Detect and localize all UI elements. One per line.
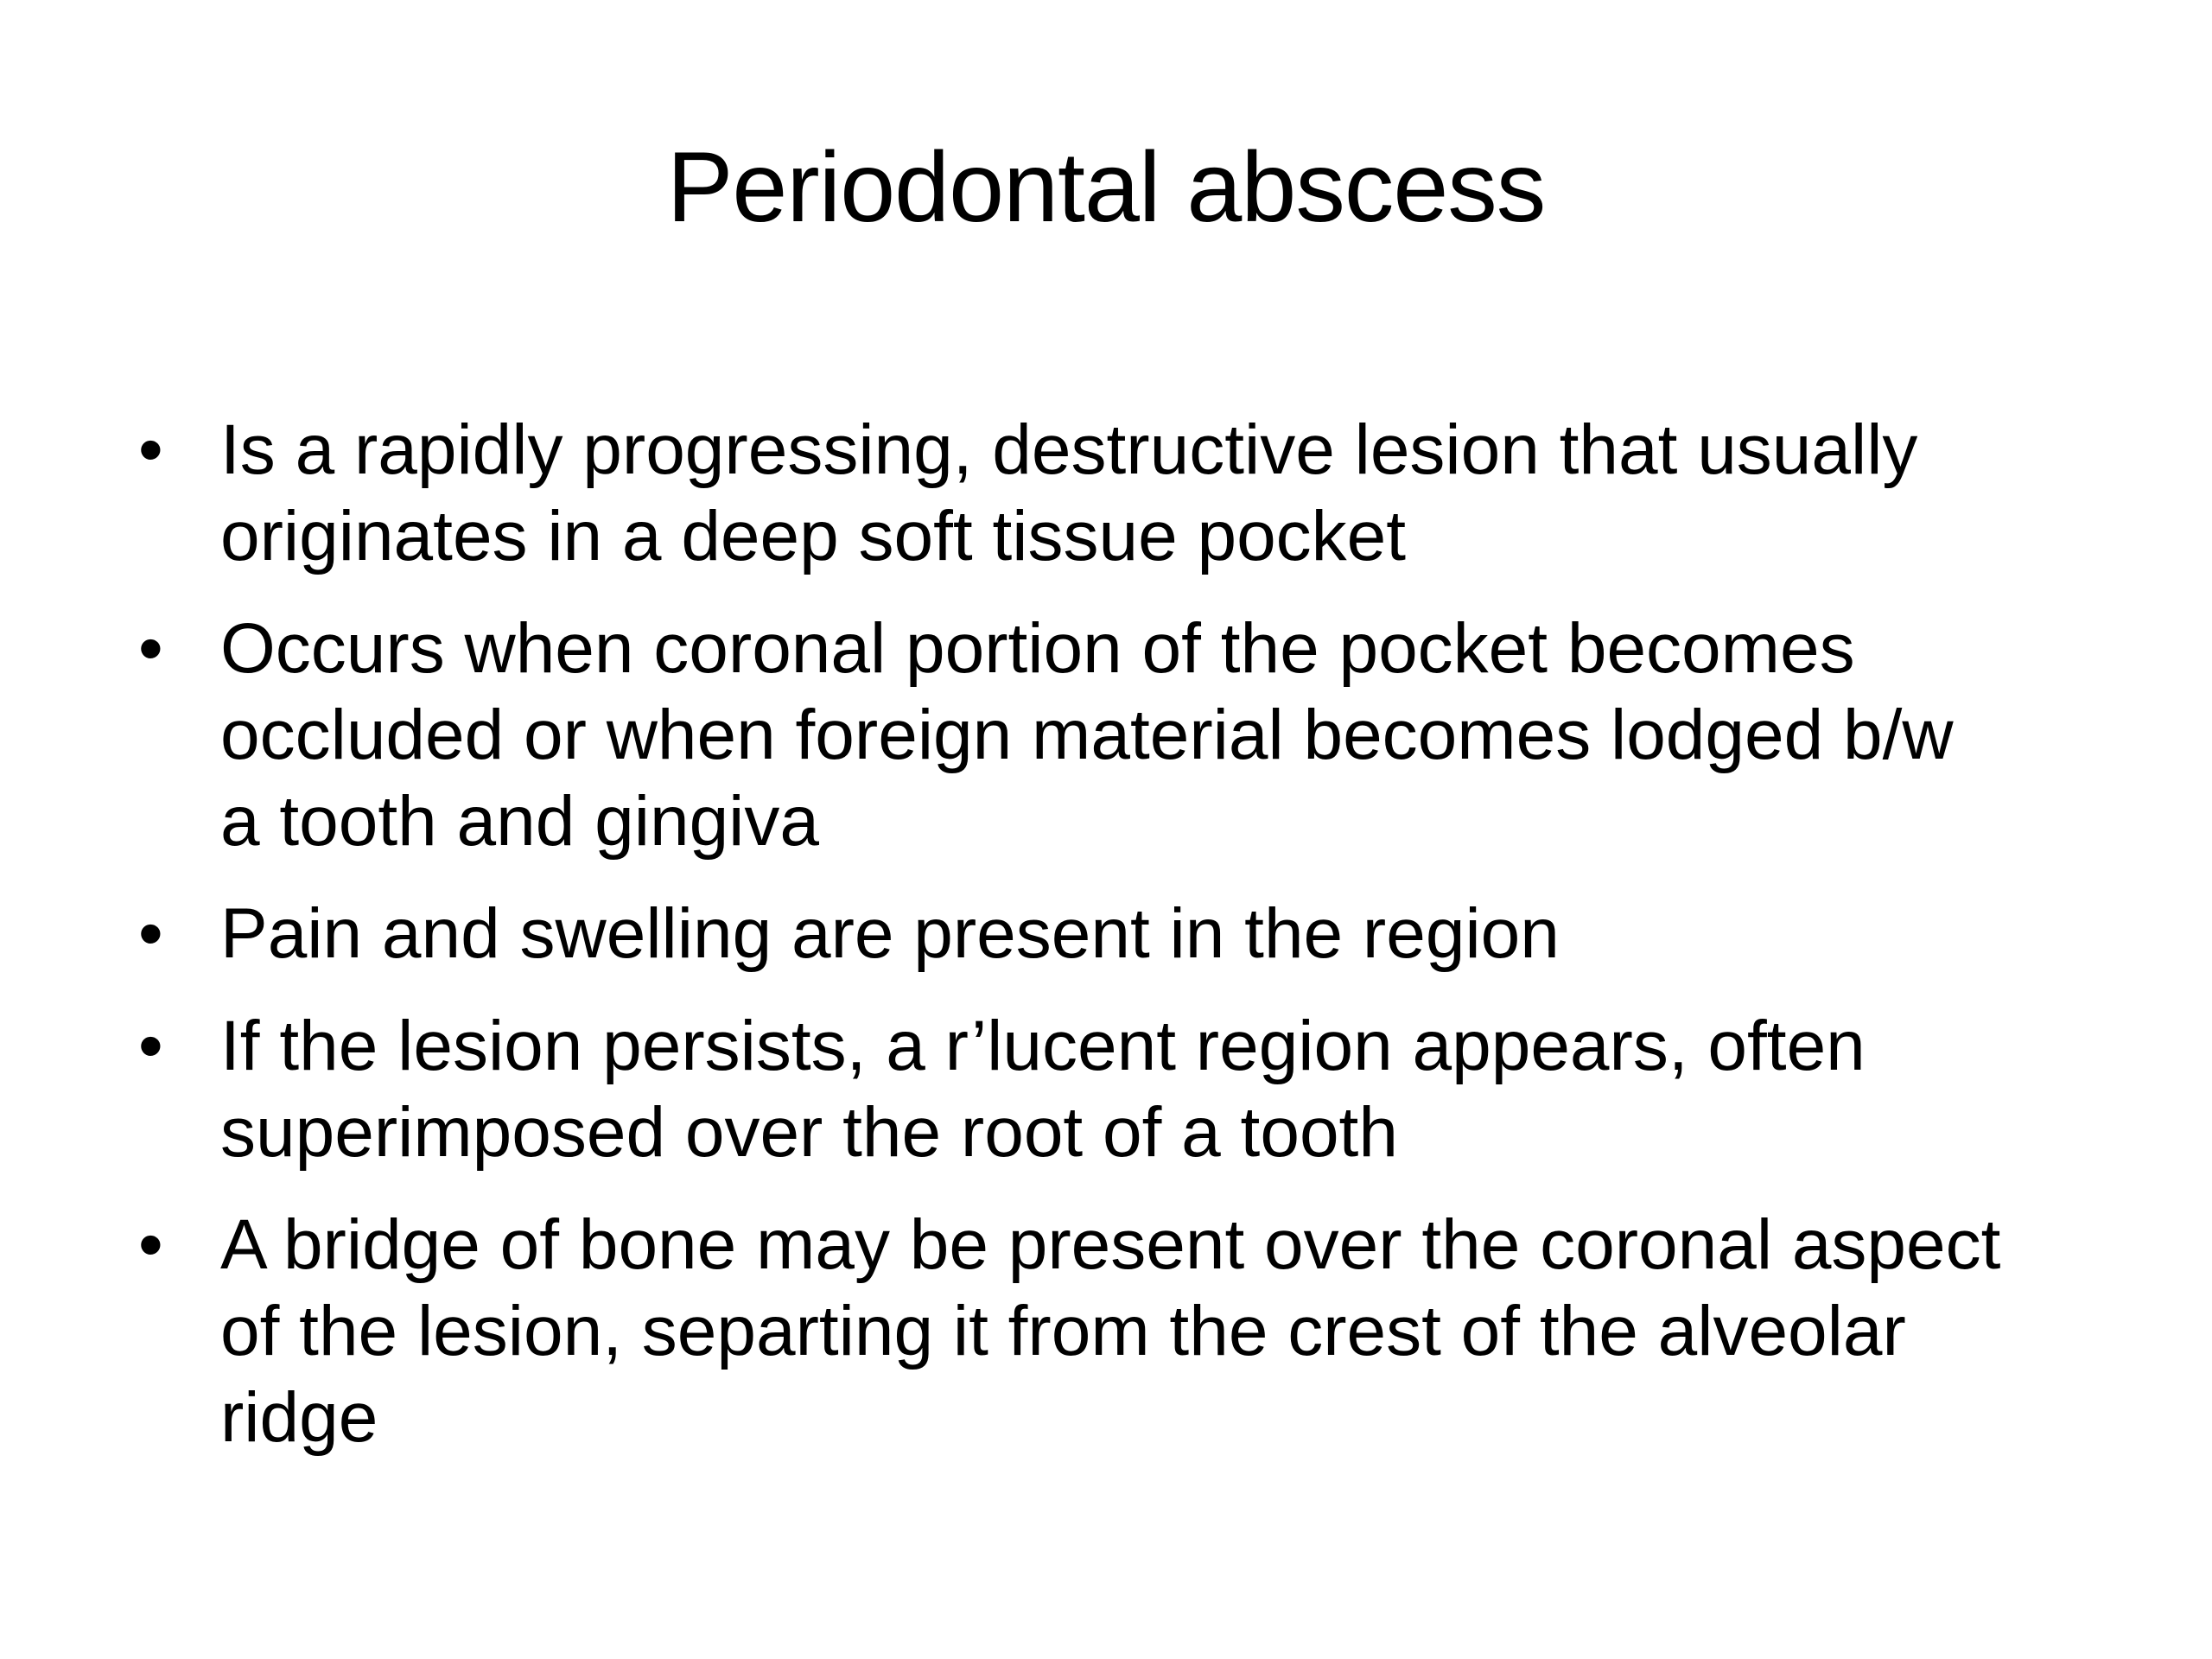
bullet-line: Is a rapidly progressing, destructive lesion that usually	[220, 410, 1918, 489]
bullet-line: Pain and swelling are present in the region	[220, 894, 1560, 973]
bullet-line: ridge	[220, 1378, 378, 1457]
bullet-line: If the lesion persists, a r’lucent region appears, often	[220, 1007, 1866, 1085]
bullet-line: A bridge of bone may be present over the coronal aspect	[220, 1205, 2001, 1284]
bullet-item	[0, 1202, 2134, 1461]
bullet-line: occluded or when foreign material becomes lodged b/w	[220, 696, 1954, 774]
bullet-icon: •	[138, 410, 163, 489]
bullet-item	[0, 606, 2134, 865]
bullet-list	[0, 407, 2212, 1461]
bullet-item	[0, 891, 2134, 977]
bullet-line: of the lesion, separting it from the crest of the alveolar	[220, 1292, 1906, 1370]
bullet-line: originates in a deep soft tissue pocket	[220, 497, 1407, 575]
slide-title: Periodontal abscess	[666, 132, 1546, 243]
bullet-item	[0, 407, 2134, 580]
bullet-icon: •	[138, 1205, 163, 1284]
bullet-icon: •	[138, 609, 163, 688]
bullet-line: a tooth and gingiva	[220, 782, 819, 861]
bullet-icon: •	[138, 1007, 163, 1085]
bullet-line: Occurs when coronal portion of the pocket becomes	[220, 609, 1855, 688]
bullet-line: superimposed over the root of a tooth	[220, 1093, 1398, 1172]
bullet-icon: •	[138, 894, 163, 973]
bullet-item	[0, 1003, 2134, 1176]
